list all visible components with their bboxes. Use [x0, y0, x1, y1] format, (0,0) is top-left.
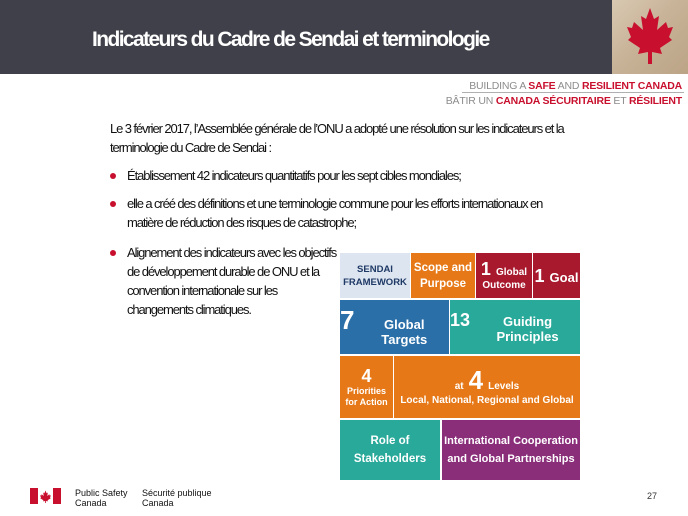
- bullet-dot: [110, 173, 116, 179]
- bullet-dot: [110, 250, 116, 256]
- canada-flag-icon: [30, 488, 61, 504]
- tile-guiding-principles: 13 Guiding Principles: [450, 300, 580, 354]
- tile-goal: 1 Goal: [533, 253, 580, 298]
- tile-scope-purpose: Scope and Purpose: [411, 253, 475, 298]
- bullet-item: [110, 194, 570, 232]
- tagline-fr: BÂTIR UN CANADA SÉCURITAIRE ET RÉSILIENT: [445, 95, 682, 107]
- tile-sendai-framework: SENDAI FRAMEWORK: [340, 253, 410, 298]
- page-number: 27: [647, 491, 658, 501]
- maple-leaf-banner: [612, 0, 688, 74]
- tile-four-levels: at 4 Levels Local, National, Regional and Global: [394, 356, 580, 418]
- bullet-text: elle a créé des définitions et une terminologie commune pour les efforts internationaux en matière de réduction des risques de catastrophe;: [127, 196, 543, 230]
- tile-priorities-action: 4 Priorities for Action: [340, 356, 393, 418]
- tagline-en: BUILDING A SAFE AND RESILIENT CANADA: [469, 80, 682, 92]
- tile-stakeholders: Role of Stakeholders: [340, 420, 440, 480]
- footer-dept-fr: Sécurité publique Canada: [142, 488, 212, 508]
- bullet-dot: [110, 201, 116, 207]
- bullet-item: [110, 166, 570, 185]
- bullet-text: Alignement des indicateurs avec les objectifs de développement durable de ONU et la convention internationale sur les changements climatiques.: [127, 245, 337, 317]
- footer-dept-en: Public Safety Canada: [75, 488, 128, 508]
- tile-global-outcome: 1 Global Outcome: [476, 253, 532, 298]
- slide-title: Indicateurs du Cadre de Sendai et terminologie: [92, 28, 489, 51]
- intro-paragraph: Le 3 février 2017, l’Assemblée générale de l’ONU a adopté une résolution sur les indicateurs et la terminologie du Cadre de Sendai :: [110, 121, 564, 155]
- bullet-text: Établissement 42 indicateurs quantitatifs pour les sept cibles mondiales;: [127, 168, 461, 183]
- maple-leaf-icon: [626, 6, 674, 66]
- tile-global-targets: 7 Global Targets: [340, 300, 449, 354]
- tile-international-cooperation: International Cooperation and Global Partnerships: [442, 420, 580, 480]
- title-bar: [0, 0, 612, 74]
- tagline-divider: [462, 92, 684, 93]
- bullet-item: [110, 243, 340, 319]
